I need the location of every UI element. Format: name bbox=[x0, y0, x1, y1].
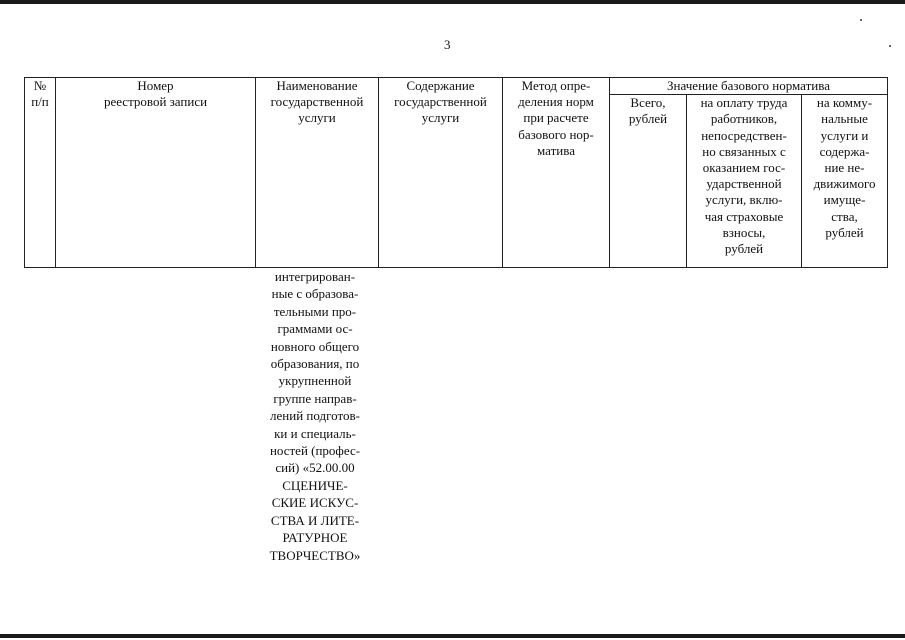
bottom-scan-border bbox=[0, 634, 905, 638]
header-registry-number: Номер реестровой записи bbox=[56, 78, 256, 268]
scan-speck bbox=[889, 45, 891, 47]
header-base-norm-value: Значение базового норматива bbox=[610, 78, 888, 95]
scan-speck bbox=[860, 19, 862, 21]
header-total-rubles: Всего, рублей bbox=[610, 95, 687, 268]
base-norm-table bbox=[24, 77, 888, 268]
header-labor-costs: на оплату труда работников, непосредствен- но связанных с оказанием гос- ударственной услуги, вклю- чая страховые взносы, рублей bbox=[687, 95, 802, 268]
header-determination-method: Метод опре- деления норм при расчете базового нор- матива bbox=[503, 78, 610, 268]
header-utilities-maintenance: на комму- нальные услуги и содержа- ние не- движимого имуще- ства, рублей bbox=[802, 95, 888, 268]
header-service-name: Наименование государственной услуги bbox=[256, 78, 379, 268]
page-number: 3 bbox=[444, 37, 451, 52]
service-name-continuation: интегрирован- ные с образова- тельными про- граммами ос- новного общего образования, по укрупненной группе направ- лений подготов- ки и специаль- ностей (профес- сий) «52.00.00 СЦЕНИЧЕ- СКИЕ ИСКУС- СТВА И ЛИТЕ- РАТУРНОЕ ТВОРЧЕСТВО» bbox=[269, 269, 361, 563]
header-service-content: Содержание государственной услуги bbox=[379, 78, 503, 268]
header-row-number: № п/п bbox=[25, 78, 56, 268]
top-scan-border bbox=[0, 0, 905, 4]
